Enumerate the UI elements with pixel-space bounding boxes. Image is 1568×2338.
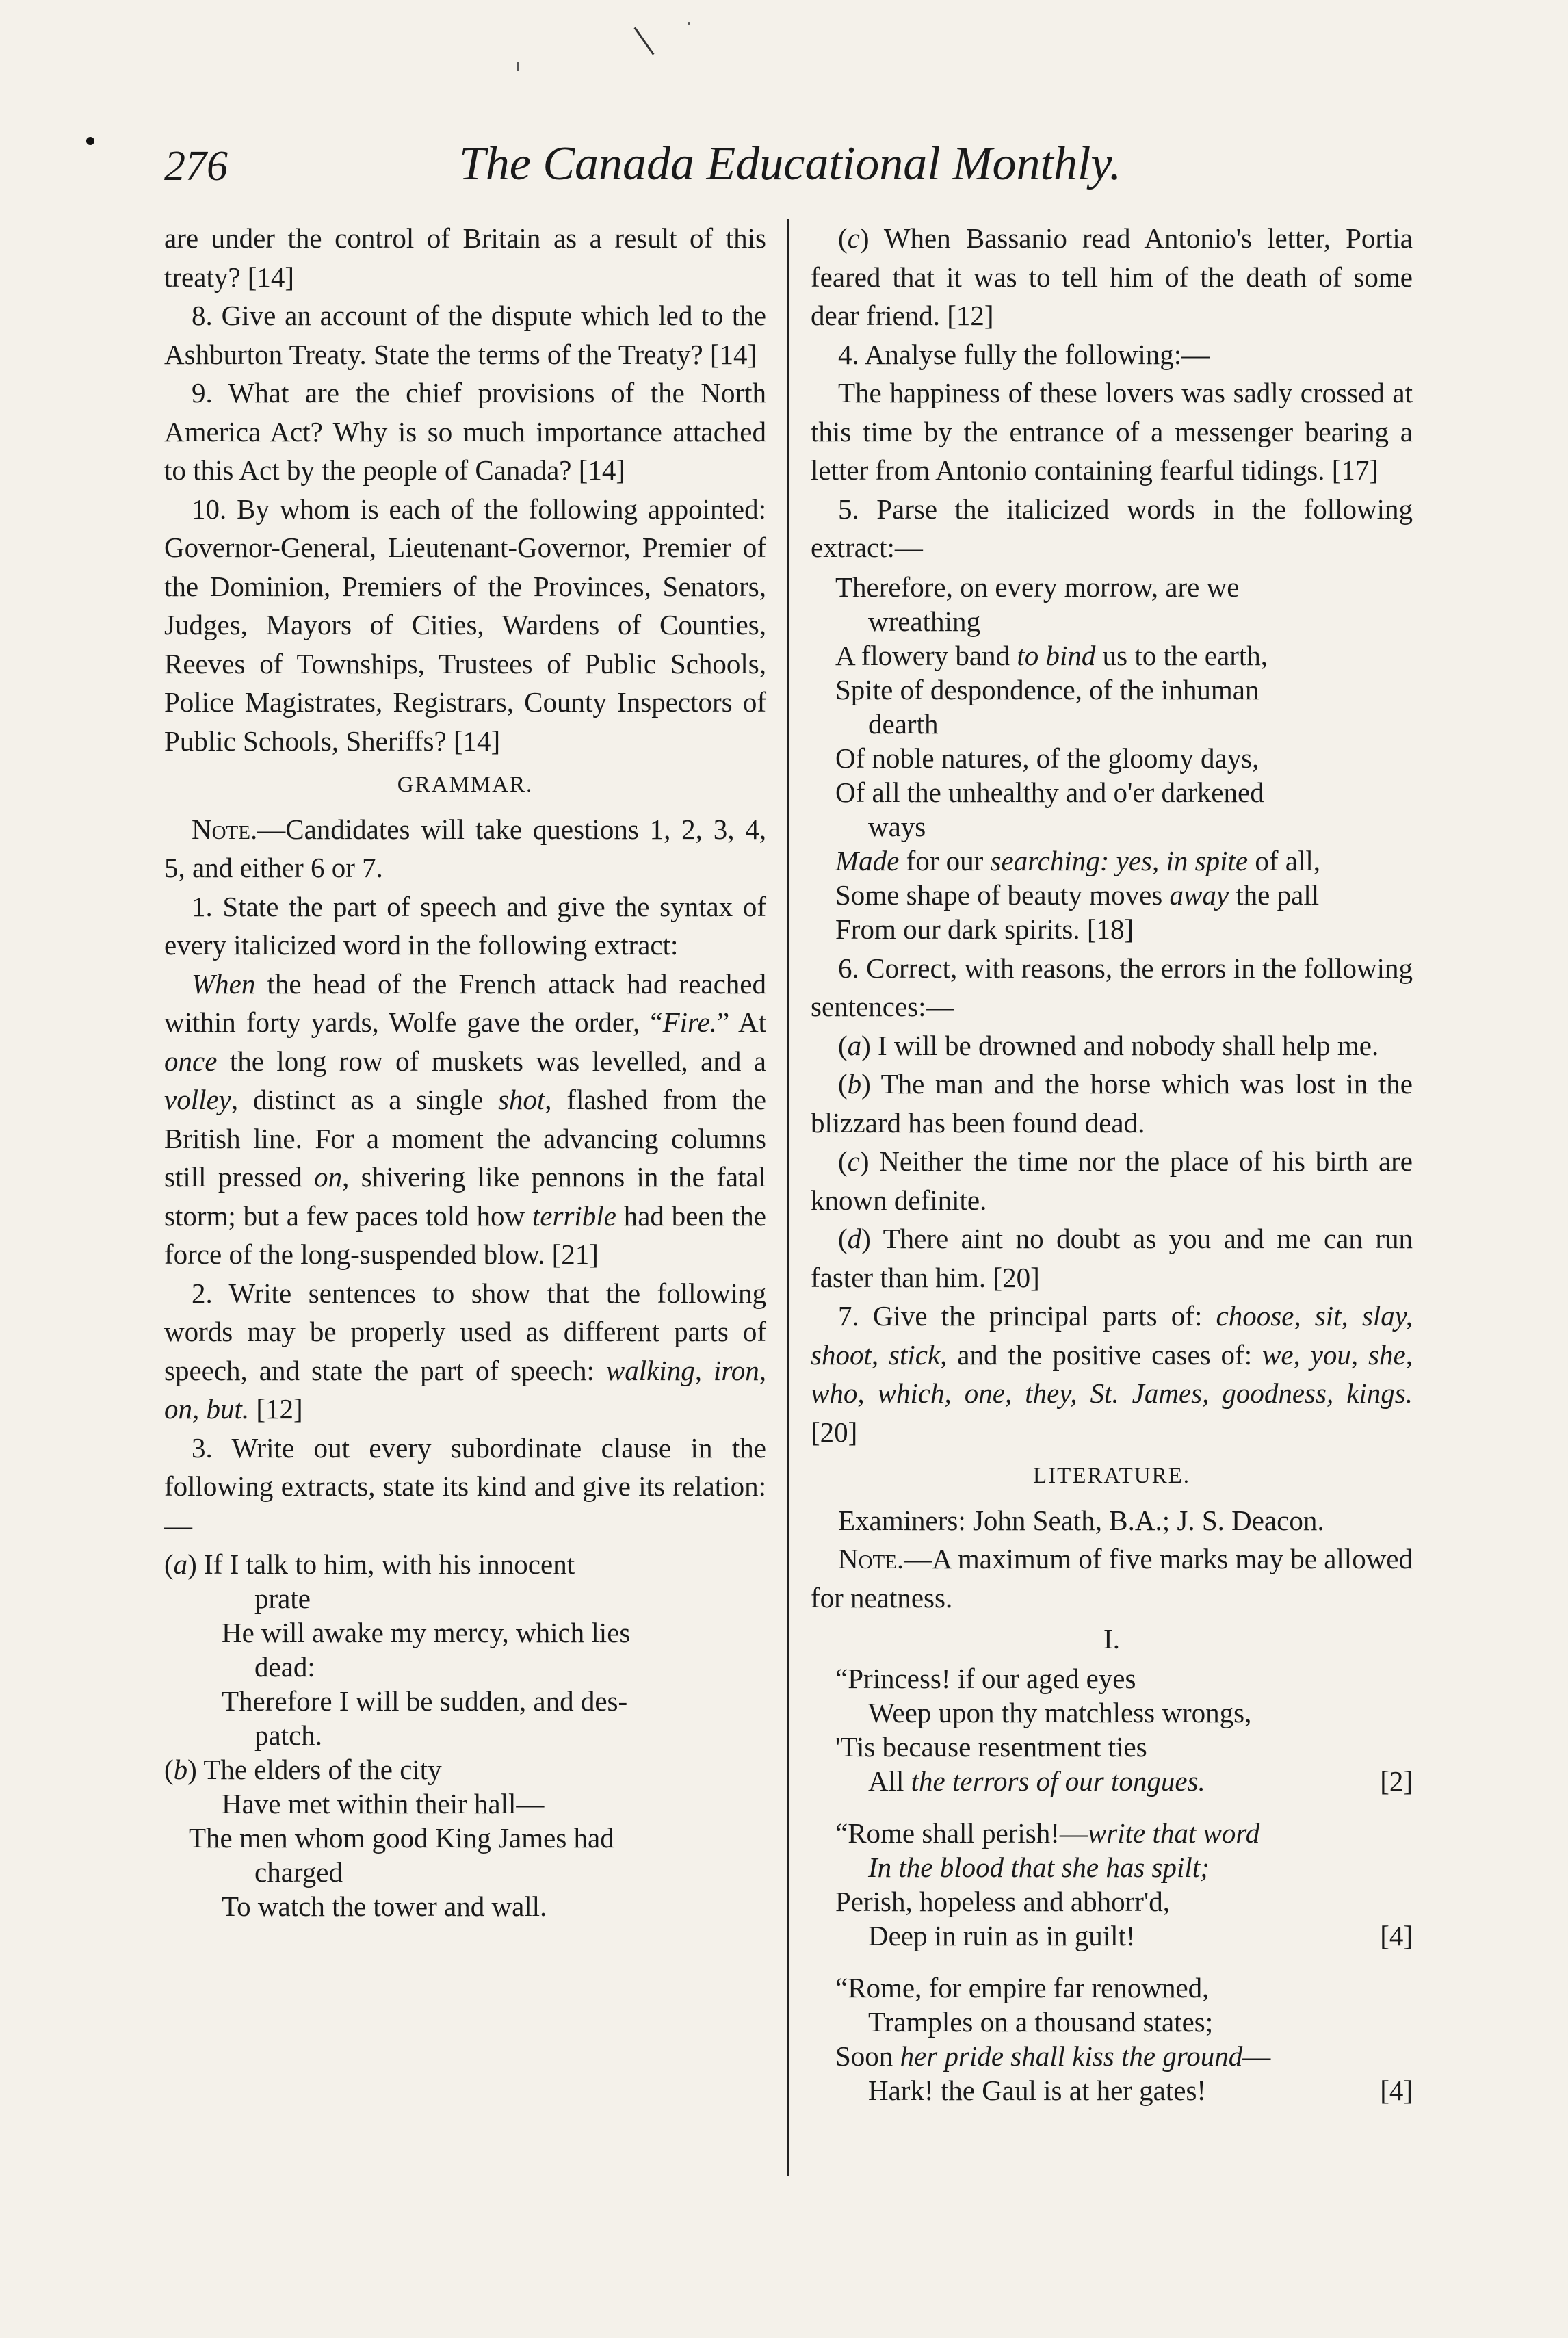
paragraph: 6. Correct, with reasons, the errors in the following sentences:— — [811, 952, 1413, 1022]
verse-extract — [164, 1547, 766, 1923]
verse-line: He will awake my mercy, which lies — [222, 1617, 631, 1648]
verse-line: Made for our searching: yes, in spite of all, — [835, 844, 1320, 876]
paragraph: (c) Neither the time nor the place of his birth are known definite. — [811, 1145, 1413, 1216]
poem-line: “Princess! if our aged eyes — [835, 1662, 1136, 1694]
poem-line: Tramples on a thousand states; — [868, 2005, 1214, 2038]
paragraph: Note.—Candidates will take questions 1, 2, 3, 4, 5, and either 6 or 7. — [164, 813, 766, 883]
verse-line: The men whom good King James had — [189, 1822, 614, 1854]
poem-line: Soon her pride shall kiss the ground— — [835, 2040, 1271, 2072]
paragraph: 7. Give the principal parts of: choose, sit, slay, shoot, stick, and the positive cases of: we, you, she, who, which, one, they, St. James, goodness, kings. [20] — [811, 1300, 1413, 1448]
paragraph: (a) I will be drowned and nobody shall help me. — [838, 1029, 1379, 1061]
paragraph: (c) When Bassanio read Antonio's letter, Portia feared that it was to tell him of the death of some dear friend. [12] — [811, 222, 1413, 331]
marks-value: [4] — [1380, 2074, 1413, 2106]
verse-line: patch. — [254, 1719, 323, 1751]
paragraph: When the head of the French attack had reached within forty yards, Wolfe gave the order, “Fire.” At once the long row of muskets was levelled, and a volley, distinct as a single shot, flashed from the British line. For a moment the advancing columns still pressed on, shivering like pennons in the fatal storm; but a few paces told how terrible had been the force of the long-suspended blow. [21] — [164, 967, 766, 1270]
poem-line: Deep in ruin as in guilt! [4] — [868, 1919, 1413, 1951]
poem-line: Perish, hopeless and abhorr'd, — [835, 1885, 1171, 1917]
left-column — [164, 219, 766, 1926]
paragraph: 1. State the part of speech and give the syntax of every italicized word in the following extract: — [164, 890, 766, 961]
paragraph: (b) The man and the horse which was lost in the blizzard has been found dead. — [811, 1068, 1413, 1139]
poem-line: Weep upon thy matchless wrongs, — [868, 1696, 1252, 1728]
ink-spot — [86, 137, 94, 145]
verse-line: (a) If I talk to him, with his innocent — [164, 1548, 575, 1580]
verse-line: Therefore, on every morrow, are we — [835, 571, 1240, 603]
verse-line: To watch the tower and wall. — [222, 1891, 547, 1922]
verse-line: Therefore I will be sudden, and des- — [222, 1685, 628, 1717]
column-divider — [787, 219, 789, 2176]
poem-line: All the terrors of our tongues. [2] — [868, 1765, 1413, 1797]
paragraph: are under the control of Britain as a result of this treaty? [14] — [164, 222, 766, 293]
ink-mark — [688, 22, 690, 25]
section-heading: GRAMMAR. — [397, 772, 534, 797]
section-heading: LITERATURE. — [1032, 1464, 1191, 1488]
verse-line: (b) The elders of the city — [164, 1754, 442, 1785]
poem-line: In the blood that she has spilt; — [868, 1851, 1210, 1883]
marks-value: [2] — [1380, 1765, 1413, 1797]
verse-line: Of noble natures, of the gloomy days, — [835, 742, 1259, 774]
poem-line: “Rome shall perish!—write that word — [835, 1817, 1260, 1849]
ink-mark — [517, 62, 519, 71]
paragraph: 5. Parse the italicized words in the following extract:— — [811, 493, 1413, 563]
poem-line: Hark! the Gaul is at her gates! [4] — [868, 2074, 1413, 2106]
verse-line: prate — [254, 1583, 311, 1614]
poem-stanza — [811, 1661, 1413, 1798]
running-title: The Canada Educational Monthly. — [458, 138, 1122, 190]
verse-line: Some shape of beauty moves away the pall — [835, 879, 1320, 911]
verse-line: dead: — [254, 1651, 315, 1683]
paragraph: 9. What are the chief provisions of the North America Act? Why is so much importance attached to this Act by the people of Canada? [14] — [164, 377, 766, 486]
verse-line: A flowery band to bind us to the earth, — [835, 639, 1268, 671]
poem-stanza — [811, 1816, 1413, 1953]
paragraph: The happiness of these lovers was sadly crossed at this time by the entrance of a messenger bearing a letter from Antonio containing fearful tidings. [17] — [811, 377, 1413, 486]
right-column — [811, 219, 1413, 2125]
paragraph: Note.—A maximum of five marks may be allowed for neatness. — [811, 1543, 1413, 1613]
paragraph: Examiners: John Seath, B.A.; J. S. Deacon. — [838, 1504, 1324, 1536]
paragraph: 2. Write sentences to show that the following words may be properly used as different parts of speech, and state the part of speech: walking, iron, on, but. [12] — [164, 1277, 766, 1425]
verse-line: dearth — [868, 707, 939, 740]
verse-line: Spite of despondence, of the inhuman — [835, 673, 1259, 705]
verse-line: wreathing — [868, 605, 980, 637]
poem-line: “Rome, for empire far renowned, — [835, 1971, 1210, 2003]
verse-line: charged — [254, 1856, 343, 1888]
marks-value: [4] — [1380, 1919, 1413, 1951]
page-number: 276 — [164, 143, 228, 190]
paragraph: 8. Give an account of the dispute which led to the Ashburton Treaty. State the terms of the Treaty? [14] — [164, 300, 766, 370]
page-header — [157, 137, 1423, 205]
verse-line: Have met within their hall— — [222, 1788, 545, 1819]
verse-line: ways — [868, 810, 926, 842]
verse-line: From our dark spirits. [18] — [835, 913, 1134, 945]
section-number: I. — [1103, 1623, 1120, 1654]
poem-stanza — [811, 1971, 1413, 2107]
paragraph: 4. Analyse fully the following:— — [838, 338, 1210, 370]
ink-mark — [634, 27, 655, 55]
verse-line: Of all the unhealthy and o'er darkened — [835, 776, 1264, 808]
paragraph: (d) There aint no doubt as you and me can run faster than him. [20] — [811, 1223, 1413, 1293]
verse-extract — [811, 570, 1413, 946]
paragraph: 3. Write out every subordinate clause in the following extracts, state its kind and give its relation:— — [164, 1431, 766, 1541]
poem-line: 'Tis because resentment ties — [835, 1730, 1147, 1763]
paragraph: 10. By whom is each of the following appointed: Governor-General, Lieutenant-Governor, Premier of the Dominion, Premiers of the Provinces, Senators, Judges, Mayors of Cities, Wardens of Counties, Reeves of Townships, Trustees of Public Schools, Police Magistrates, Registrars, County Inspectors of Public Schools, Sheriffs? [14] — [164, 493, 766, 757]
